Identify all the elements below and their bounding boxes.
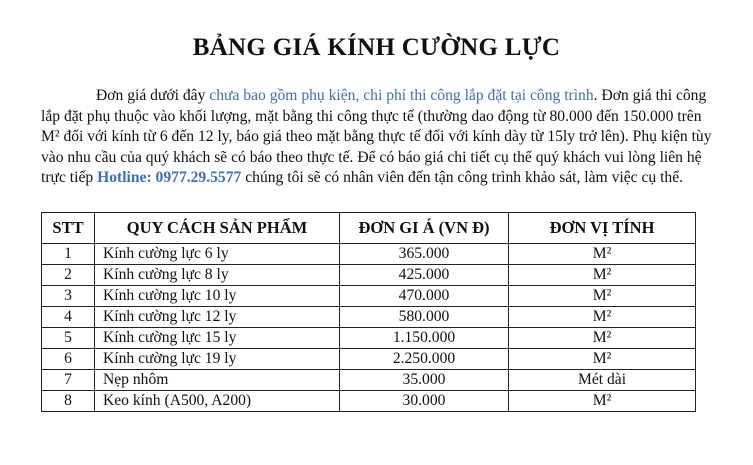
cell-stt: 6 xyxy=(42,349,95,370)
intro-paragraph xyxy=(41,86,721,189)
cell-stt: 2 xyxy=(42,265,95,286)
hotline-text: Hotline: 0977.29.5577 xyxy=(97,169,242,186)
cell-stt: 7 xyxy=(42,370,95,391)
cell-price: 425.000 xyxy=(340,265,509,286)
cell-unit: M² xyxy=(509,244,696,265)
cell-unit: M² xyxy=(509,349,696,370)
table-row xyxy=(42,307,696,328)
intro-text-2: . Đơn giá thi công lắp đặt phụ thuộc vào khối lượng, mặt bằng thi công thực tế (thường dao động từ 80.000 đến 150.000 trên M² đối với kính từ 6 đến 12 ly, báo giá theo mặt bằng thực tế đối với kính dày từ 15ly trở lên). Phụ kiện tùy vào nhu cầu của quý khách sẽ có báo theo thực tế. Để có báo giá chi tiết cụ thể quý khách vui lòng liên hệ trực tiếp xyxy=(41,87,712,186)
header-stt: STT xyxy=(42,213,95,244)
table-row xyxy=(42,244,696,265)
cell-unit: M² xyxy=(509,391,696,412)
header-unit: ĐƠN VỊ TÍNH xyxy=(509,213,696,244)
table-row xyxy=(42,349,696,370)
cell-price: 30.000 xyxy=(340,391,509,412)
cell-product: Kính cường lực 19 ly xyxy=(95,349,340,370)
page-title: BẢNG GIÁ KÍNH CƯỜNG LỰC xyxy=(192,34,561,61)
table-row xyxy=(42,265,696,286)
table-row xyxy=(42,328,696,349)
header-product: QUY CÁCH SẢN PHẨM xyxy=(95,213,340,244)
header-price: ĐƠN GI Á (VN Đ) xyxy=(340,213,509,244)
cell-stt: 8 xyxy=(42,391,95,412)
intro-text-3: chúng tôi sẽ có nhân viên đến tận công trình khảo sát, làm việc cụ thể. xyxy=(241,169,684,186)
table-row xyxy=(42,370,696,391)
cell-unit: M² xyxy=(509,307,696,328)
cell-unit: M² xyxy=(509,328,696,349)
cell-product: Kính cường lực 6 ly xyxy=(95,244,340,265)
cell-product: Kính cường lực 15 ly xyxy=(95,328,340,349)
cell-unit: Mét dài xyxy=(509,370,696,391)
intro-text-1: Đơn giá dưới đây xyxy=(96,87,210,104)
price-table xyxy=(41,212,696,412)
table-header-row xyxy=(42,213,696,244)
table-row xyxy=(42,391,696,412)
cell-product: Nẹp nhôm xyxy=(95,370,340,391)
cell-price: 1.150.000 xyxy=(340,328,509,349)
cell-price: 365.000 xyxy=(340,244,509,265)
cell-price: 580.000 xyxy=(340,307,509,328)
table-row xyxy=(42,286,696,307)
cell-product: Kính cường lực 8 ly xyxy=(95,265,340,286)
cell-stt: 3 xyxy=(42,286,95,307)
cell-price: 470.000 xyxy=(340,286,509,307)
intro-highlight: chưa bao gồm phụ kiện, chi phí thi công lắp đặt tại công trình xyxy=(209,87,594,104)
cell-price: 2.250.000 xyxy=(340,349,509,370)
cell-stt: 1 xyxy=(42,244,95,265)
cell-product: Kính cường lực 12 ly xyxy=(95,307,340,328)
cell-product: Kính cường lực 10 ly xyxy=(95,286,340,307)
cell-unit: M² xyxy=(509,286,696,307)
cell-unit: M² xyxy=(509,265,696,286)
cell-stt: 5 xyxy=(42,328,95,349)
cell-stt: 4 xyxy=(42,307,95,328)
cell-product: Keo kính (A500, A200) xyxy=(95,391,340,412)
cell-price: 35.000 xyxy=(340,370,509,391)
